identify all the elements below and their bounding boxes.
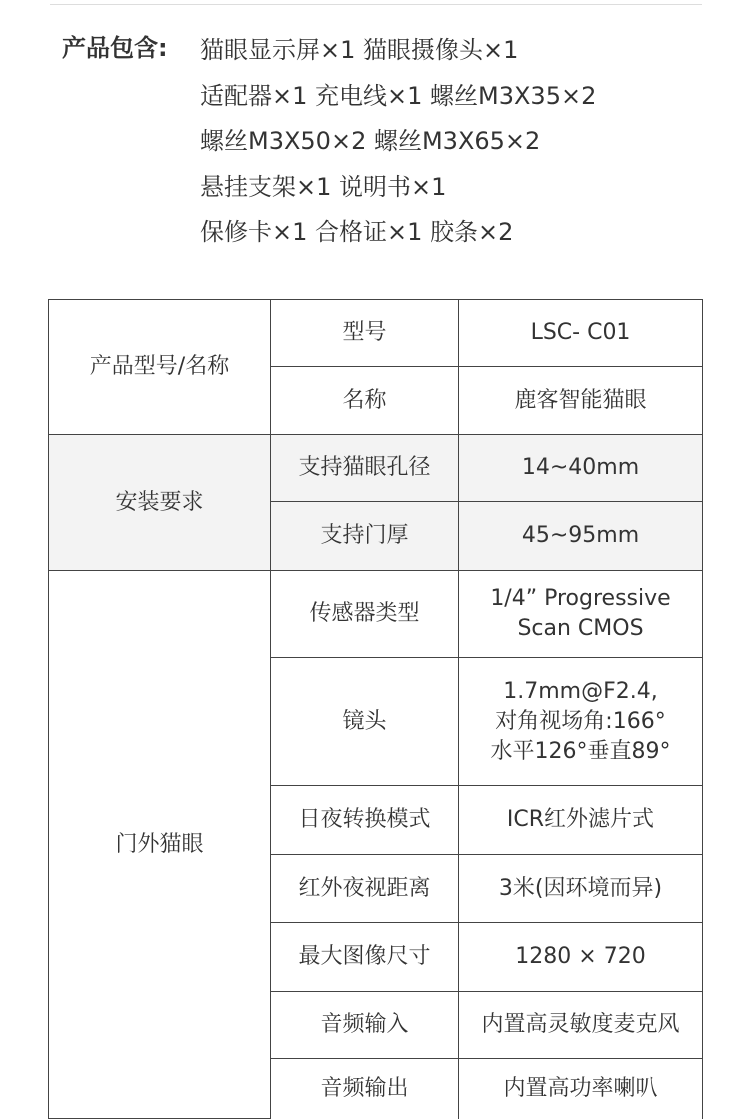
spec-key: 名称 bbox=[271, 367, 459, 435]
spec-value: 1.7mm@F2.4, 对角视场角:166° 水平126°垂直89° bbox=[459, 658, 703, 786]
group-label-product-model: 产品型号/名称 bbox=[49, 300, 271, 435]
group-label-installation: 安装要求 bbox=[49, 435, 271, 571]
top-divider bbox=[50, 4, 702, 5]
package-contents-label: 产品包含: bbox=[62, 34, 168, 62]
spec-value: 1/4” Progressive Scan CMOS bbox=[459, 571, 703, 658]
spec-value: 1280 × 720 bbox=[459, 923, 703, 992]
table-row bbox=[49, 300, 703, 367]
spec-key: 型号 bbox=[271, 300, 459, 367]
spec-key: 红外夜视距离 bbox=[271, 855, 459, 923]
spec-value: 14~40mm bbox=[459, 435, 703, 502]
spec-key: 日夜转换模式 bbox=[271, 786, 459, 855]
spec-table bbox=[48, 299, 703, 1119]
spec-value: 3米(因环境而异) bbox=[459, 855, 703, 923]
table-row bbox=[49, 435, 703, 502]
spec-value: 鹿客智能猫眼 bbox=[459, 367, 703, 435]
package-contents-line: 螺丝M3X50×2 螺丝M3X65×2 bbox=[200, 127, 541, 155]
spec-value: LSC- C01 bbox=[459, 300, 703, 367]
spec-key: 音频输出 bbox=[271, 1059, 459, 1119]
spec-value: 内置高功率喇叭 bbox=[459, 1059, 703, 1119]
package-contents-line: 适配器×1 充电线×1 螺丝M3X35×2 bbox=[200, 81, 597, 110]
group-label-outdoor-peephole: 门外猫眼 bbox=[49, 571, 271, 1119]
spec-key: 支持猫眼孔径 bbox=[271, 435, 459, 502]
spec-value: 内置高灵敏度麦克风 bbox=[459, 992, 703, 1059]
package-contents-line: 悬挂支架×1 说明书×1 bbox=[200, 172, 447, 201]
table-row bbox=[49, 571, 703, 658]
spec-key: 传感器类型 bbox=[271, 571, 459, 658]
spec-value: 45~95mm bbox=[459, 502, 703, 571]
package-contents-line: 保修卡×1 合格证×1 胶条×2 bbox=[200, 218, 514, 246]
spec-key: 支持门厚 bbox=[271, 502, 459, 571]
spec-value: ICR红外滤片式 bbox=[459, 786, 703, 855]
package-contents-line: 猫眼显示屏×1 猫眼摄像头×1 bbox=[200, 36, 519, 64]
package-contents-list bbox=[200, 28, 596, 256]
spec-key: 镜头 bbox=[271, 658, 459, 786]
spec-key: 最大图像尺寸 bbox=[271, 923, 459, 992]
spec-key: 音频输入 bbox=[271, 992, 459, 1059]
